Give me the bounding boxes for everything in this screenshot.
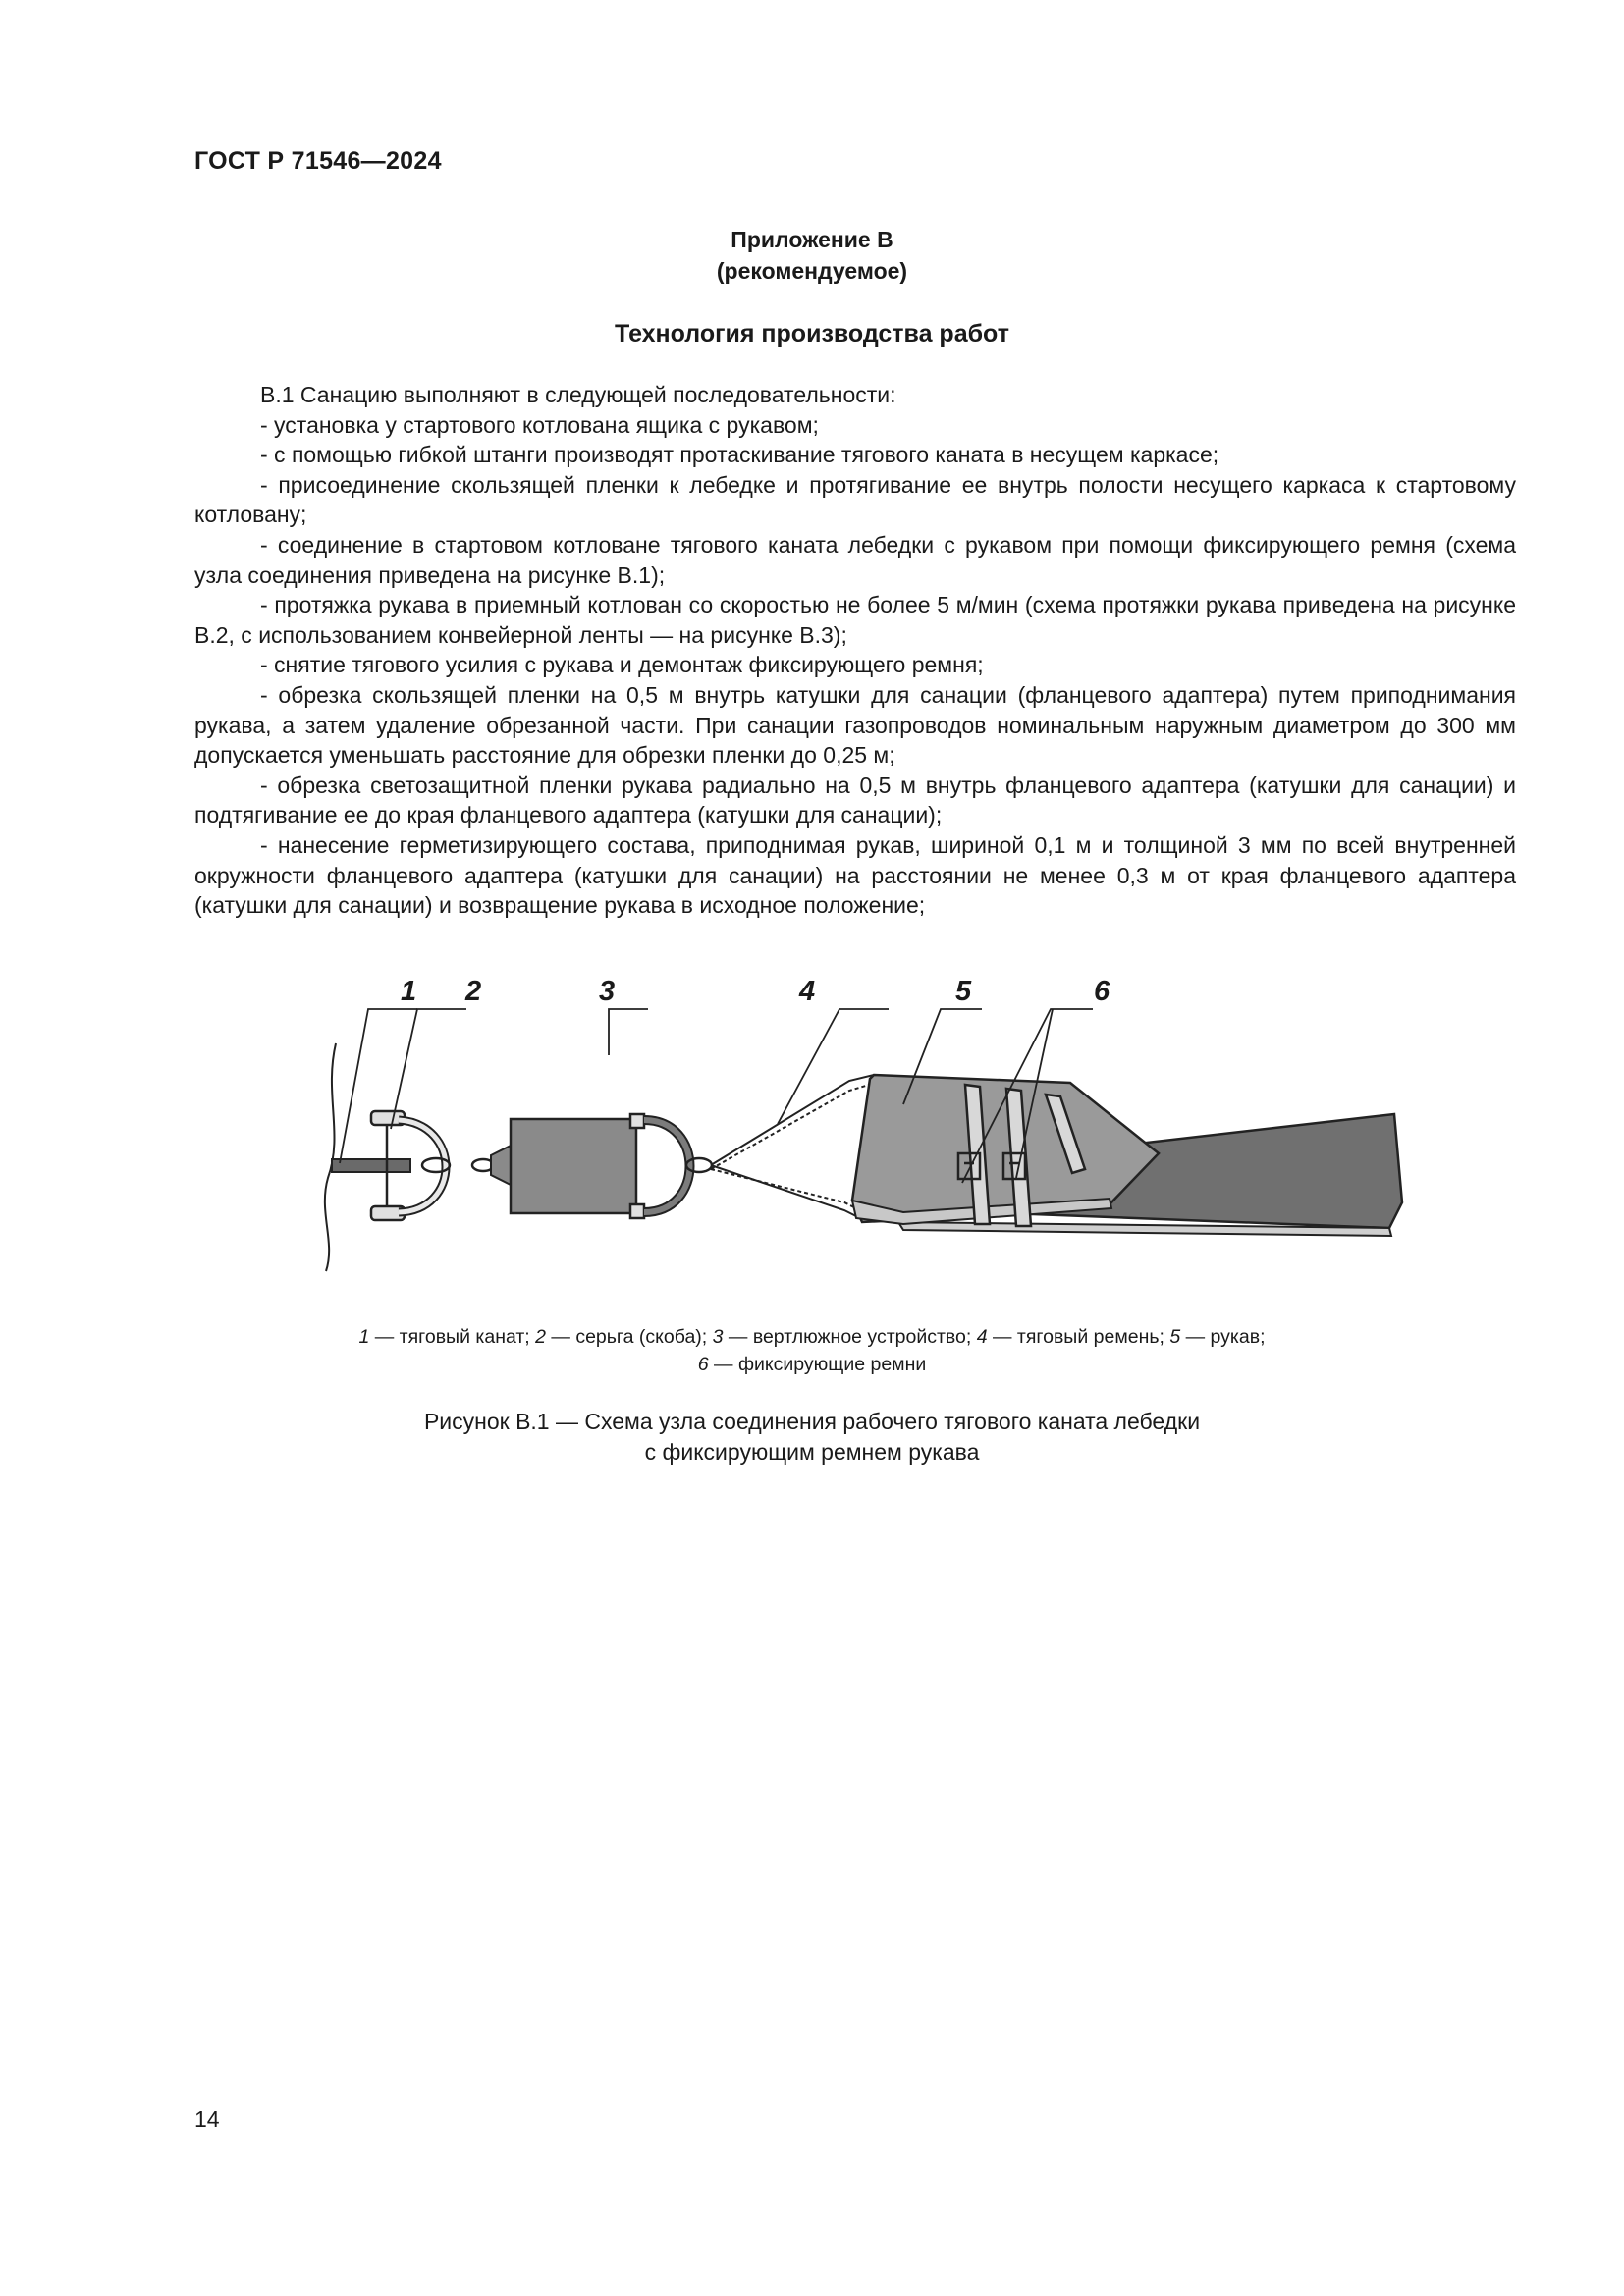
paragraph: - соединение в стартовом котловане тягового каната лебедки с рукавом при помощи фиксирующего ремня (схема узла соединения приведена на рисунке В.1); bbox=[194, 531, 1516, 588]
paragraph: - снятие тягового усилия с рукава и демонтаж фиксирующего ремня; bbox=[260, 652, 984, 678]
legend-num: 6 bbox=[697, 1354, 709, 1375]
legend-num: 1 bbox=[358, 1326, 370, 1348]
body-text bbox=[194, 380, 1516, 921]
callout-3: 3 bbox=[599, 977, 616, 1007]
figure-connection-diagram bbox=[314, 977, 1414, 1291]
tow-belt bbox=[711, 1075, 876, 1220]
swivel-body bbox=[511, 1119, 636, 1213]
figure-legend bbox=[0, 1323, 1624, 1378]
legend-line-1 bbox=[0, 1323, 1624, 1351]
pit-wall-line bbox=[325, 1043, 336, 1271]
swivel-neck bbox=[491, 1146, 511, 1185]
callout-2: 2 bbox=[465, 977, 482, 1007]
section-title: Технология производства работ bbox=[615, 320, 1009, 347]
callout-5: 5 bbox=[955, 977, 972, 1007]
paragraph: - с помощью гибкой штанги производят протаскивание тягового каната в несущем каркасе; bbox=[260, 442, 1219, 468]
paragraph: - установка у стартового котлована ящика с рукавом; bbox=[260, 411, 819, 438]
appendix-status: (рекомендуемое) bbox=[716, 258, 908, 284]
appendix-title: Приложение В bbox=[731, 227, 893, 252]
paragraph: - обрезка скользящей пленки на 0,5 м внутрь катушки для санации (фланцевого адаптера) путем приподнимания рукава, а затем удаление обрезанной части. При санации газопроводов номинальным наружным диаметром до 300 мм допускается уменьшать расстояние для обрезки пленки до 0,25 м; bbox=[194, 681, 1516, 769]
legend-text: — вертлюжное устройство; bbox=[723, 1326, 977, 1348]
paragraph: - присоединение скользящей пленки к лебедке и протягивание ее внутрь полости несущего каркаса к стартовому котловану; bbox=[194, 471, 1516, 528]
legend-text: — тяговый канат; bbox=[369, 1326, 536, 1348]
paragraph: В.1 Санацию выполняют в следующей последовательности: bbox=[260, 382, 896, 407]
standard-code: ГОСТ Р 71546—2024 bbox=[194, 147, 442, 175]
tow-rope bbox=[332, 1159, 410, 1172]
paragraph: - обрезка светозащитной пленки рукава радиально на 0,5 м внутрь фланцевого адаптера (катушки для санации) и подтягивание ее до края фланцевого адаптера (катушки для санации); bbox=[194, 772, 1516, 828]
legend-num: 5 bbox=[1169, 1326, 1181, 1348]
legend-text: — тяговый ремень; bbox=[987, 1326, 1170, 1348]
paragraph: - протяжка рукава в приемный котлован со скоростью не более 5 м/мин (схема протяжки рукава приведена на рисунке В.2, с использованием конвейерной ленты — на рисунке В.3); bbox=[194, 592, 1516, 648]
legend-text: — рукав; bbox=[1180, 1326, 1266, 1348]
legend-num: 4 bbox=[976, 1326, 988, 1348]
paragraph: - нанесение герметизирующего состава, приподнимая рукав, шириной 0,1 м и толщиной 3 мм по всей внутренней окружности фланцевого адаптера (катушки для санации) на расстоянии не менее 0,3 м от края фланцевого адаптера (катушки для санации) и возвращение рукава в исходное положение; bbox=[194, 831, 1516, 919]
legend-line-2 bbox=[0, 1351, 1624, 1378]
legend-text: — серьга (скоба); bbox=[546, 1326, 713, 1348]
figure-caption bbox=[0, 1407, 1624, 1468]
legend-num: 3 bbox=[712, 1326, 724, 1348]
caption-line-2: с фиксирующим ремнем рукава bbox=[644, 1439, 980, 1465]
callout-6: 6 bbox=[1094, 977, 1110, 1007]
swivel-bracket bbox=[630, 1114, 690, 1218]
connection-diagram-svg bbox=[314, 977, 1414, 1291]
caption-line-1: Рисунок В.1 — Схема узла соединения рабочего тягового каната лебедки bbox=[423, 1409, 1201, 1434]
page-number: 14 bbox=[194, 2107, 220, 2132]
callout-1: 1 bbox=[401, 977, 417, 1007]
legend-num: 2 bbox=[535, 1326, 546, 1348]
legend-text: — фиксирующие ремни bbox=[708, 1354, 927, 1375]
callout-4: 4 bbox=[799, 977, 816, 1007]
